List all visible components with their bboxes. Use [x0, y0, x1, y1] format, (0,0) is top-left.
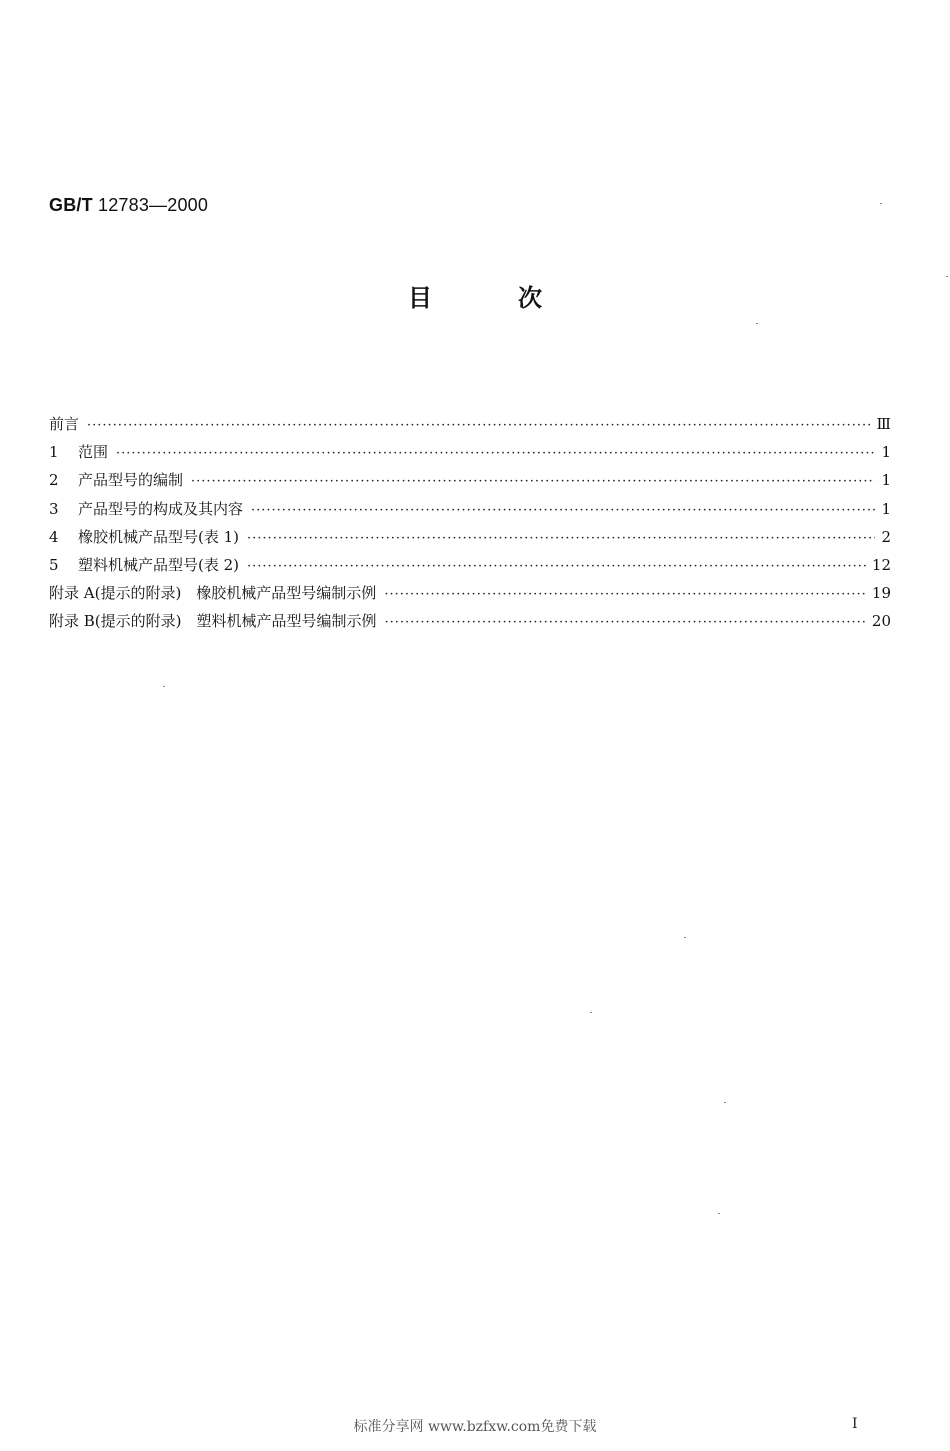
- toc-entry-3[interactable]: [49, 495, 891, 523]
- toc-entry-foreword[interactable]: [49, 410, 891, 438]
- toc-label: 前言: [49, 415, 80, 433]
- scan-speck: [718, 1213, 720, 1214]
- toc-label: 附录 B(提示的附录) 塑料机械产品型号编制示例: [49, 612, 377, 631]
- table-of-contents: [49, 410, 891, 636]
- standard-code: [49, 195, 208, 216]
- toc-label: 附录 A(提示的附录) 橡胶机械产品型号编制示例: [49, 584, 377, 603]
- footer-source: 标准分享网 www.bzfxw.com免费下载: [353, 1419, 597, 1435]
- scan-speck: [590, 1012, 592, 1013]
- scan-speck: [724, 1102, 726, 1103]
- toc-entry-2[interactable]: [49, 466, 891, 494]
- toc-label: 范围: [78, 443, 109, 462]
- toc-entry-appendix-b[interactable]: [49, 607, 891, 635]
- toc-page: 1: [881, 499, 891, 518]
- toc-label: 橡胶机械产品型号(表 1): [78, 527, 240, 546]
- toc-number: 1: [49, 443, 59, 462]
- toc-leader-dots: [191, 468, 875, 496]
- toc-page: 1: [881, 471, 891, 490]
- toc-leader-dots: [116, 440, 875, 468]
- scan-speck: [163, 686, 165, 687]
- page-number: I: [852, 1416, 858, 1432]
- toc-page: 1: [881, 443, 891, 462]
- toc-page: 12: [871, 555, 891, 574]
- toc-number: 2: [49, 471, 59, 490]
- toc-page: 20: [871, 612, 891, 631]
- toc-entry-appendix-a[interactable]: [49, 579, 891, 607]
- toc-page: Ⅲ: [876, 415, 891, 433]
- toc-leader-dots: [384, 581, 866, 609]
- toc-leader-dots: [87, 412, 871, 440]
- scan-speck: [946, 276, 948, 277]
- toc-entry-1[interactable]: [49, 438, 891, 466]
- toc-entry-5[interactable]: [49, 551, 891, 579]
- toc-label: 塑料机械产品型号(表 2): [78, 555, 240, 574]
- toc-leader-dots: [247, 553, 866, 581]
- toc-number: 4: [49, 527, 59, 546]
- toc-label: 产品型号的编制: [78, 471, 184, 490]
- title-char-1: 目: [408, 284, 432, 312]
- standard-number: 12783—2000: [98, 195, 209, 215]
- toc-leader-dots: [385, 609, 866, 637]
- standard-prefix: GB/T: [49, 195, 93, 215]
- toc-page: 19: [871, 584, 891, 603]
- toc-page: 2: [881, 527, 891, 546]
- toc-number: 3: [49, 499, 59, 518]
- toc-entry-4[interactable]: [49, 523, 891, 551]
- toc-leader-dots: [247, 525, 875, 553]
- scan-speck: [684, 937, 686, 938]
- title-char-2: 次: [518, 284, 542, 312]
- scan-speck: [880, 203, 882, 204]
- toc-number: 5: [49, 555, 59, 574]
- toc-leader-dots: [251, 497, 875, 525]
- scan-speck: [756, 323, 758, 324]
- page-title: [0, 278, 950, 313]
- toc-label: 产品型号的构成及其内容: [78, 499, 244, 518]
